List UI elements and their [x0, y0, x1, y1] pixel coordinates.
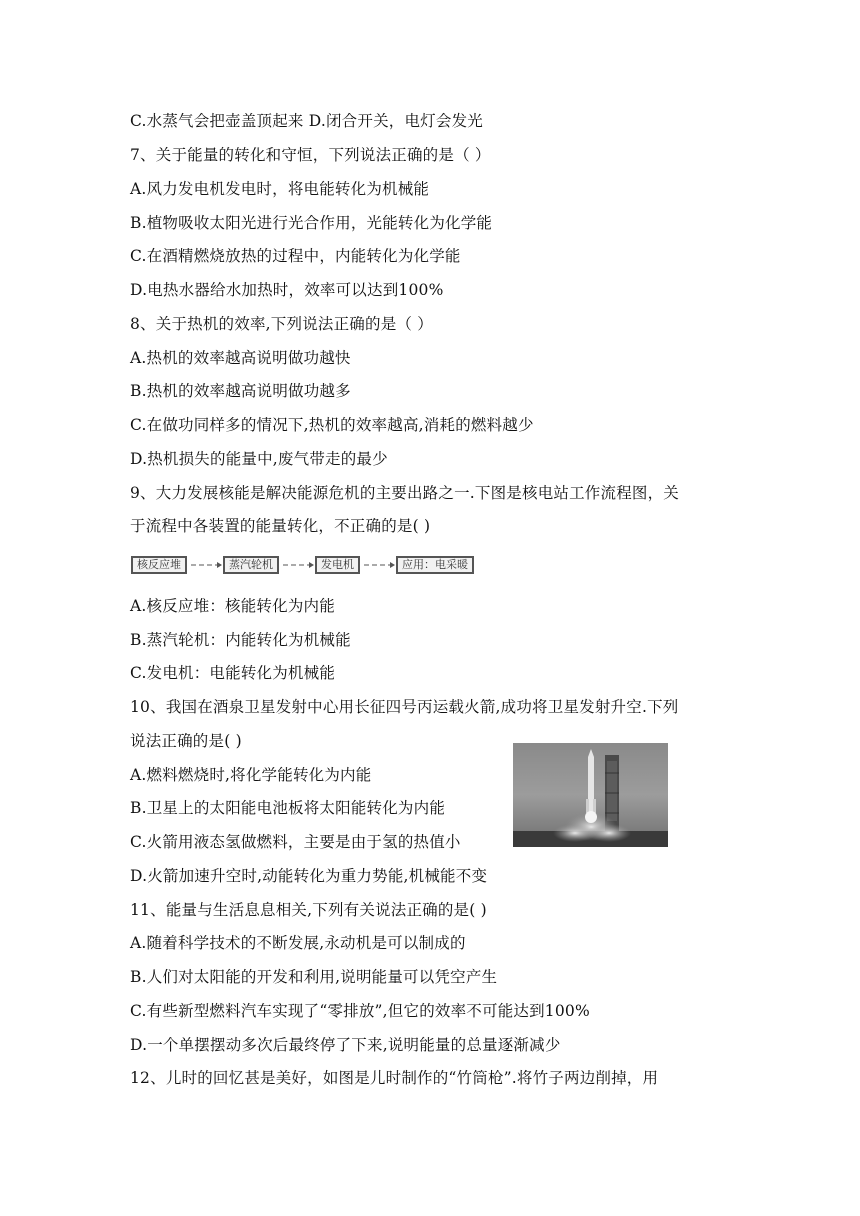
flow-step-turbine: 蒸汽轮机 — [223, 556, 279, 574]
question-12: 12、儿时的回忆甚是美好，如图是儿时制作的“竹筒枪”.将竹子两边削掉，用 — [130, 1069, 659, 1087]
rocket-launch-photo — [513, 743, 668, 847]
q8-option-b: B.热机的效率越高说明做功越多 — [130, 382, 351, 400]
q7-option-a: A.风力发电机发电时，将电能转化为机械能 — [130, 180, 430, 198]
flow-arrow-icon — [360, 558, 396, 572]
flow-step-generator: 发电机 — [315, 556, 360, 574]
question-8: 8、关于热机的效率,下列说法正确的是（ ） — [130, 315, 433, 333]
q9-option-c: C.发电机：电能转化为机械能 — [130, 664, 336, 682]
q9-option-b: B.蒸汽轮机：内能转化为机械能 — [130, 631, 351, 649]
question-7: 7、关于能量的转化和守恒，下列说法正确的是（ ） — [130, 146, 491, 164]
q10-option-a: A.燃料燃烧时,将化学能转化为内能 — [130, 766, 372, 784]
q11-option-c: C.有些新型燃料汽车实现了“零排放”,但它的效率不可能达到100% — [130, 1002, 590, 1020]
question-9-line-2: 于流程中各装置的能量转化，不正确的是( ) — [130, 517, 431, 535]
q8-option-c: C.在做功同样多的情况下,热机的效率越高,消耗的燃料越少 — [130, 416, 534, 434]
nuclear-plant-flowchart — [131, 556, 474, 574]
question-10-line-2: 说法正确的是( ) — [130, 732, 242, 750]
q11-option-a: A.随着科学技术的不断发展,永动机是可以制成的 — [130, 934, 466, 952]
flow-step-reactor: 核反应堆 — [131, 556, 187, 574]
q8-option-a: A.热机的效率越高说明做功越快 — [130, 349, 351, 367]
flow-arrow-icon — [187, 558, 223, 572]
q8-option-d: D.热机损失的能量中,废气带走的最少 — [130, 450, 388, 468]
question-9-line-1: 9、大力发展核能是解决能源危机的主要出路之一.下图是核电站工作流程图，关 — [130, 484, 679, 502]
q6-options-c-d: C.水蒸气会把壶盖顶起来 D.闭合开关，电灯会发光 — [130, 112, 483, 130]
flow-arrow-icon — [279, 558, 315, 572]
q10-option-b: B.卫星上的太阳能电池板将太阳能转化为内能 — [130, 799, 446, 817]
q9-option-a: A.核反应堆：核能转化为内能 — [130, 597, 335, 615]
q11-option-d: D.一个单摆摆动多次后最终停了下来,说明能量的总量逐渐减少 — [130, 1036, 561, 1054]
q11-option-b: B.人们对太阳能的开发和利用,说明能量可以凭空产生 — [130, 968, 498, 986]
question-11: 11、能量与生活息息相关,下列有关说法正确的是( ) — [130, 901, 487, 919]
q7-option-c: C.在酒精燃烧放热的过程中，内能转化为化学能 — [130, 247, 461, 265]
flow-step-application: 应用：电采暖 — [396, 556, 474, 574]
q10-option-c: C.火箭用液态氢做燃料，主要是由于氢的热值小 — [130, 833, 461, 851]
question-10-line-1: 10、我国在酒泉卫星发射中心用长征四号丙运载火箭,成功将卫星发射升空.下列 — [130, 698, 679, 716]
q7-option-d: D.电热水器给水加热时，效率可以达到100% — [130, 281, 444, 299]
q7-option-b: B.植物吸收太阳光进行光合作用，光能转化为化学能 — [130, 214, 493, 232]
q10-option-d: D.火箭加速升空时,动能转化为重力势能,机械能不变 — [130, 867, 488, 885]
